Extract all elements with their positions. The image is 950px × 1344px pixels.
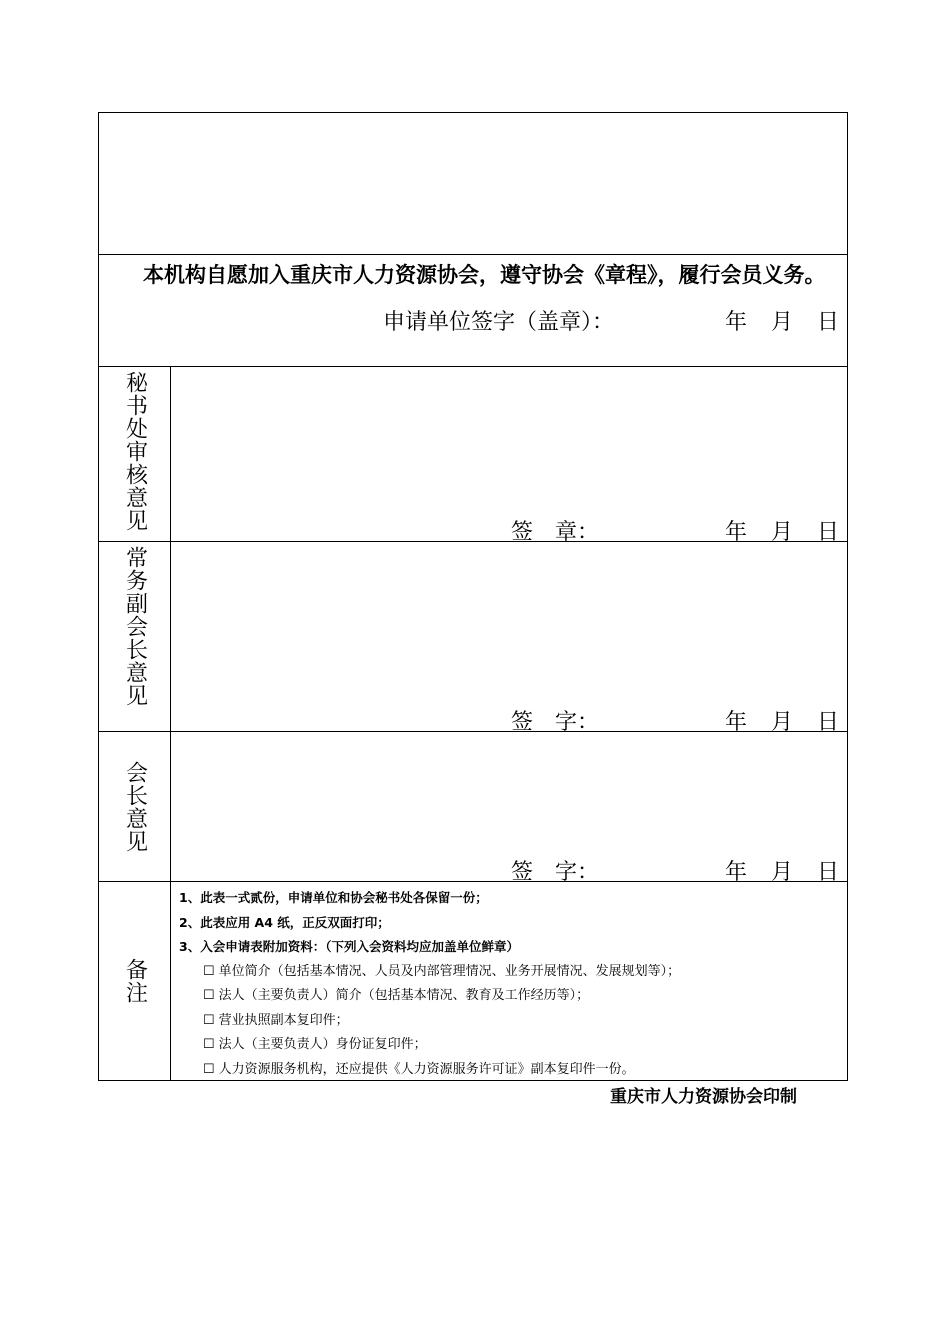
note-line: 2、此表应用 A4 纸，正反双面打印； [179,914,390,930]
secretariat-seal-label: 签 章： [511,520,600,545]
note-line: 3、入会申请表附加资料：（下列入会资料均应加盖单位鲜章） [179,939,519,954]
president-opinion-label: 会长意见 [122,760,148,853]
declaration-text: 本机构自愿加入重庆市人力资源协会，遵守协会《章程》，履行会员义务。 [143,263,826,287]
date-year-label: 年 [724,710,747,735]
attachment-item [179,1033,680,1058]
attachment-item-label: 法人（主要负责人）简介（包括基本情况、教育及工作经历等）； [218,988,590,1003]
president-signature-label: 签 字： [511,860,600,885]
president-label-cell [99,732,171,881]
attachment-item [179,1009,680,1034]
declaration-date [725,305,839,336]
notes-content [171,882,847,1080]
notes-list [179,886,680,1082]
date-month-label: 月 [770,860,793,885]
date-year-label: 年 [724,860,747,885]
checkbox-icon[interactable]: ☐ [203,1037,215,1052]
checkbox-icon[interactable]: ☐ [203,963,215,979]
checkbox-icon[interactable]: ☐ [203,988,215,1003]
attachment-item [179,984,680,1009]
checkbox-icon[interactable]: ☐ [203,1061,215,1077]
vice-president-label-cell [99,542,171,731]
vice-president-opinion-label: 常务副会长意见 [122,546,148,707]
membership-application-form [98,112,848,1081]
date-day-label: 日 [816,310,839,335]
date-month-label: 月 [770,310,793,335]
date-month-label: 月 [770,520,793,545]
date-day-label: 日 [816,710,839,735]
vice-president-opinion-area[interactable] [171,542,847,735]
attachment-item [179,1058,680,1083]
notes-label-cell [99,882,171,1080]
secretariat-review-label: 秘书处审核意见 [122,371,148,532]
date-year-label: 年 [724,310,747,335]
notes-label: 备注 [122,958,148,1004]
date-day-label: 日 [816,860,839,885]
attachment-item-label: 单位简介（包括基本情况、人员及内部管理情况、业务开展情况、发展规划等）； [218,963,681,979]
applicant-signature-label: 申请单位签字（盖章）： [383,310,615,335]
declaration-row [99,255,847,367]
printed-by-footer: 重庆市人力资源协会印制 [610,1087,797,1107]
date-month-label: 月 [770,710,793,735]
note-line: 1、此表一式贰份，申请单位和协会秘书处各保留一份； [179,890,488,905]
secretariat-label-cell [99,367,171,541]
attachment-item-label: 人力资源服务机构，还应提供《人力资源服务许可证》副本复印件一份。 [218,1061,635,1077]
blank-info-row [99,113,847,255]
secretariat-opinion-area[interactable] [171,367,847,545]
president-opinion-area[interactable] [171,732,847,885]
president-row [99,732,847,885]
attachment-item [179,960,680,985]
date-day-label: 日 [816,520,839,545]
secretariat-review-row [99,367,847,545]
notes-row [99,882,847,1080]
checkbox-icon[interactable]: ☐ [203,1012,215,1028]
vice-president-row [99,542,847,735]
date-year-label: 年 [724,520,747,545]
vice-president-signature-label: 签 字： [511,710,600,735]
attachment-item-label: 法人（主要负责人）身份证复印件； [218,1037,427,1052]
attachment-item-label: 营业执照副本复印件； [218,1012,349,1028]
